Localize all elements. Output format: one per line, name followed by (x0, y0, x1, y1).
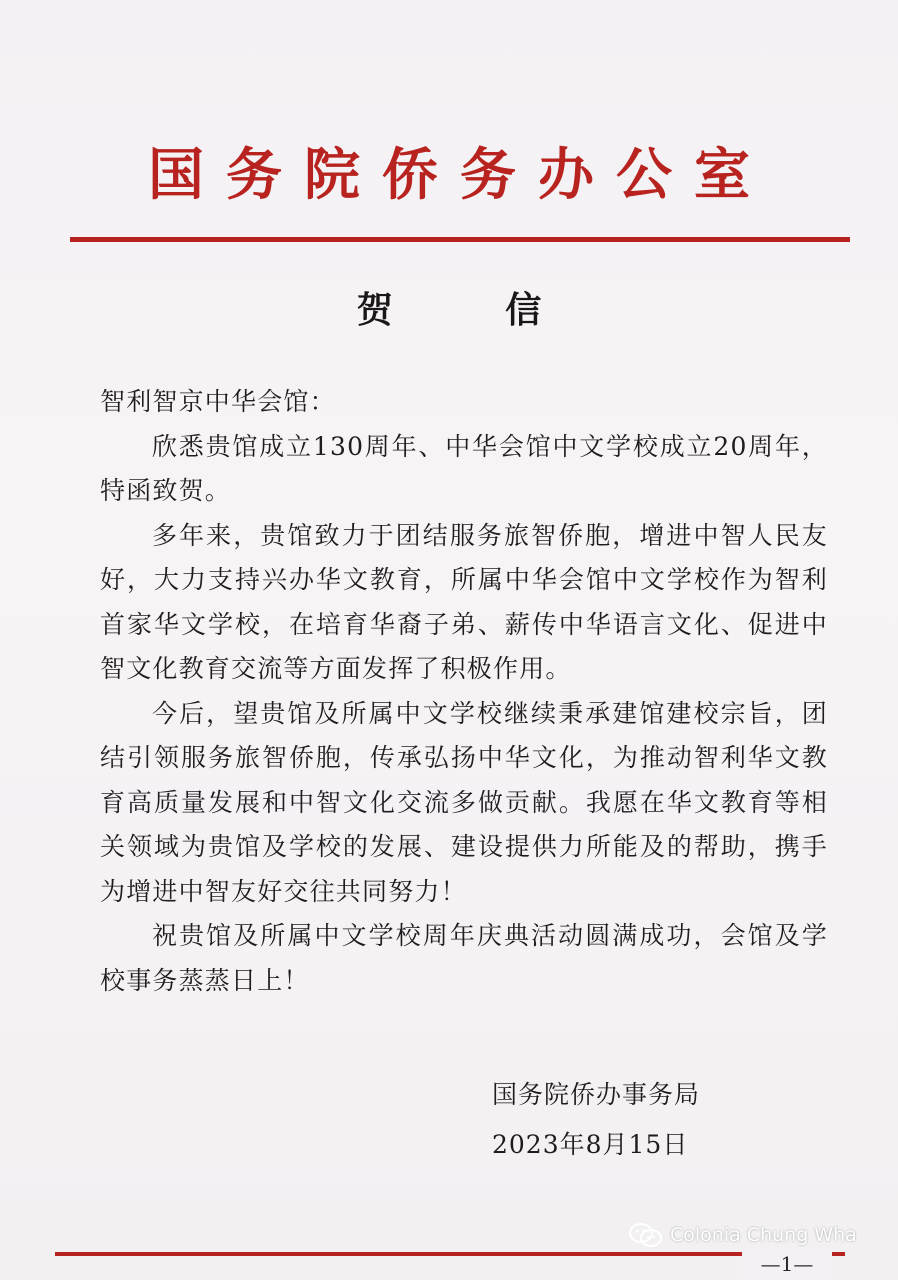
paragraph-future: 今后，望贵馆及所属中文学校继续秉承建馆建校宗旨，团结引领服务旅智侨胞，传承弘扬中华文化，为推动智利华文教育高质量发展和中智文化交流多做贡献。我愿在华文教育等相关领域为贵馆及学校的发展、建设提供力所能及的帮助，携手为增进中智友好交往共同努力！ (100, 698, 828, 906)
signature-organization: 国务院侨办事务局 (492, 1080, 701, 1109)
letter-title: 贺 信 (356, 290, 592, 331)
paragraph-wishes: 祝贵馆及所属中文学校周年庆典活动圆满成功，会馆及学校事务蒸蒸日上！ (100, 921, 828, 995)
paragraph-congratulation: 欣悉贵馆成立130周年、中华会馆中文学校成立20周年，特函致贺。 (100, 431, 828, 505)
signature-block (492, 1070, 700, 1170)
paragraph-achievements: 多年来，贵馆致力于团结服务旅智侨胞，增进中智人民友好，大力支持兴办华文教育，所属中华会馆中文学校作为智利首家华文学校，在培育华裔子弟、薪传中华语言文化、促进中智文化教育交流等方面发挥了积极作用。 (100, 520, 828, 683)
page-number: —1— (742, 1250, 832, 1278)
letter-body (100, 380, 828, 1003)
wechat-icon (628, 1222, 664, 1248)
footer-red-rule (55, 1252, 845, 1256)
signature-date: 2023年8月15日 (492, 1130, 689, 1159)
letterhead: 国务院侨务办公室 (148, 142, 772, 208)
watermark-text: Colonia Chung Wha (670, 1224, 857, 1246)
source-watermark (628, 1222, 857, 1248)
salutation: 智利智京中华会馆： (100, 387, 336, 416)
letterhead-red-rule (70, 237, 850, 242)
